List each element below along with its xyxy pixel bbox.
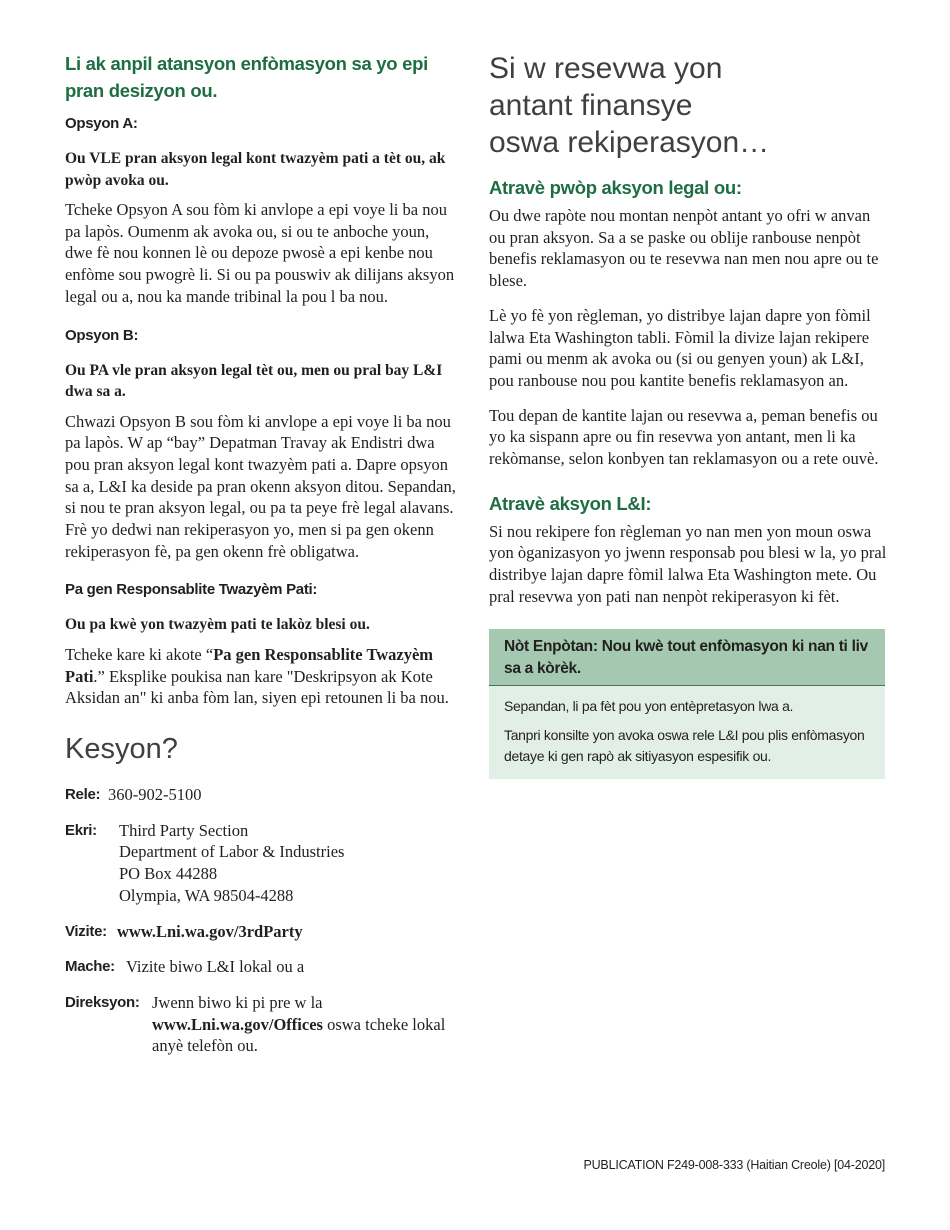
no-liability-label: Pa gen Responsablite Twazyèm Pati: <box>65 581 318 599</box>
walk-row <box>65 956 457 978</box>
no-liability-section <box>65 580 457 709</box>
settlement-title-line: oswa rekiperasyon… <box>489 126 770 159</box>
no-liability-body <box>65 644 457 709</box>
offices-link[interactable]: www.Lni.wa.gov/Offices <box>152 1014 323 1034</box>
li-action-paragraph: Si nou rekipere fon règleman yo nan men yon moun oswa yon òganizasyon yo jwenn responsab pou blesi w la, yo pral distribye lajan dapre fòmil lalwa Eta Washington mete. Ou pral resevwa yon pati nan nenpòt rekiperasyon ki fèt. <box>489 521 887 606</box>
directions-text <box>152 992 452 1057</box>
own-action-heading: Atravè pwòp aksyon legal ou: <box>489 177 742 198</box>
li-action-section <box>489 490 889 608</box>
li-action-heading: Atravè aksyon L&I: <box>489 492 652 514</box>
address-line: Third Party Section <box>119 820 249 840</box>
address-block <box>119 820 344 907</box>
important-note-box <box>489 629 885 779</box>
option-a-section <box>65 114 457 308</box>
no-liability-lead: Ou pa kwè yon twazyèm pati te lakòz blesi ou. <box>65 616 370 634</box>
address-line: Department of Labor & Industries <box>119 842 345 862</box>
intro-heading: Li ak anpil atansyon enfòmasyon sa yo epi pran desizyon ou. <box>65 53 428 101</box>
settlement-title-line: Si w resevwa yon <box>489 52 723 85</box>
option-a-body: Tcheke Opsyon A sou fòm ki anvlope a epi voye li ba nou pa lapòs. Oumenm ak avoka ou, si ou te anboche youn, dwe fè nou konnen lè ou depoze pwosè a epi kenbe nou enfòme sou pwogrè li. Si ou pa pouswiv ak dilijans aksyon legal ou a, nou ka mande tribinal la pou l ba nou. <box>65 200 455 306</box>
settlement-title <box>489 50 889 161</box>
own-action-paragraph: Tou depan de kantite lajan ou resevwa a, peman benefis ou yo ka sispann apre ou fin resevwa yon antant, men li ka rekòmanse, selon konbyen tan reklamasyon ou a rete ouvè. <box>489 405 879 469</box>
own-action-section <box>489 174 889 470</box>
no-liability-body-bold: Pa gen Responsablite Twazyèm Pati <box>65 644 434 686</box>
walk-label: Mache: <box>65 958 115 976</box>
directions-row <box>65 992 457 1057</box>
option-a-label: Opsyon A: <box>65 115 138 132</box>
important-note-line: Tanpri konsilte yon avoka oswa rele L&I pou plis enfòmasyon detaye ki gen rapò ak sitiyasyon espesifik ou. <box>504 726 865 764</box>
call-label: Rele: <box>65 786 101 804</box>
important-note-body <box>489 686 885 779</box>
option-b-body: Chwazi Opsyon B sou fòm ki anvlope a epi voye li ba nou pa lapòs. W ap “bay” Depatman Travay ak Endistri dwa pou pran aksyon legal kont twazyèm pati a. Dapre opsyon sa a, L&I ka deside pa pran okenn aksyon ditou. Sepandan, si nou te pran aksyon legal, ou pa ta peye frè legal alavans. Frè yo dedwi nan rekiperasyon yo, men si pa gen okenn rekiperasyon fè, pa gen okenn frè obligatwa. <box>65 411 456 561</box>
important-note-line: Sepandan, li pa fèt pou yon entèpretasyon lwa a. <box>504 697 794 714</box>
own-action-paragraph: Ou dwe rapòte nou montan nenpòt antant yo ofri w anvan ou pran aksyon. Sa a se paske ou oblije ranbouse nenpòt benefis reklamasyon ou te resevwa nan men nou apre ou te blese. <box>489 206 879 291</box>
call-value[interactable]: 360-902-5100 <box>108 785 202 805</box>
publication-footer: PUBLICATION F249-008-333 (Haitian Creole) [04-2020] <box>583 1158 885 1172</box>
option-b-label: Opsyon B: <box>65 326 139 344</box>
visit-row <box>65 921 457 943</box>
no-liability-body-post: .” Eksplike poukisa nan kare "Deskripsyon ak Kote Aksidan an" ki anba fòm lan, siyen epi retounen li ba nou. <box>65 666 449 708</box>
option-a-lead: Ou VLE pran aksyon legal kont twazyèm pati a tèt ou, ak pwòp avoka ou. <box>65 150 446 189</box>
directions-label: Direksyon: <box>65 993 140 1011</box>
directions-pre: Jwenn biwo ki pi pre w la <box>152 992 323 1012</box>
questions-title: Kesyon? <box>65 733 178 766</box>
questions-section <box>65 729 457 1057</box>
settlement-title-line: antant finansye <box>489 89 693 122</box>
important-note-heading: Nòt Enpòtan: Nou kwè tout enfòmasyon ki nan ti liv sa a kòrèk. <box>489 629 885 686</box>
option-b-lead: Ou PA vle pran aksyon legal tèt ou, men ou pral bay L&I dwa sa a. <box>65 361 443 401</box>
write-row <box>65 820 457 907</box>
no-liability-body-pre: Tcheke kare ki akote “ <box>65 644 214 664</box>
call-row <box>65 784 457 806</box>
address-line: Olympia, WA 98504-4288 <box>119 885 294 905</box>
visit-label: Vizite: <box>65 922 107 940</box>
write-label: Ekri: <box>65 821 97 839</box>
left-column <box>65 50 457 1057</box>
own-action-paragraph: Lè yo fè yon règleman, yo distribye lajan dapre yon fòmil lalwa Eta Washington tabli. Fòmil la divize lajan rekipere pami ou menm ak avoka ou (si ou genyen youn) ak L&I, pou ranbouse nou pou kantite benefis reklamasyon an. <box>489 305 871 390</box>
visit-link[interactable]: www.Lni.wa.gov/3rdParty <box>117 921 303 941</box>
address-line: PO Box 44288 <box>119 864 218 884</box>
option-b-section <box>65 326 457 563</box>
right-column <box>489 50 889 779</box>
directions-post: oswa tcheke lokal anyè telefòn ou. <box>152 1014 446 1056</box>
walk-value: Vizite biwo L&I lokal ou a <box>126 957 305 977</box>
